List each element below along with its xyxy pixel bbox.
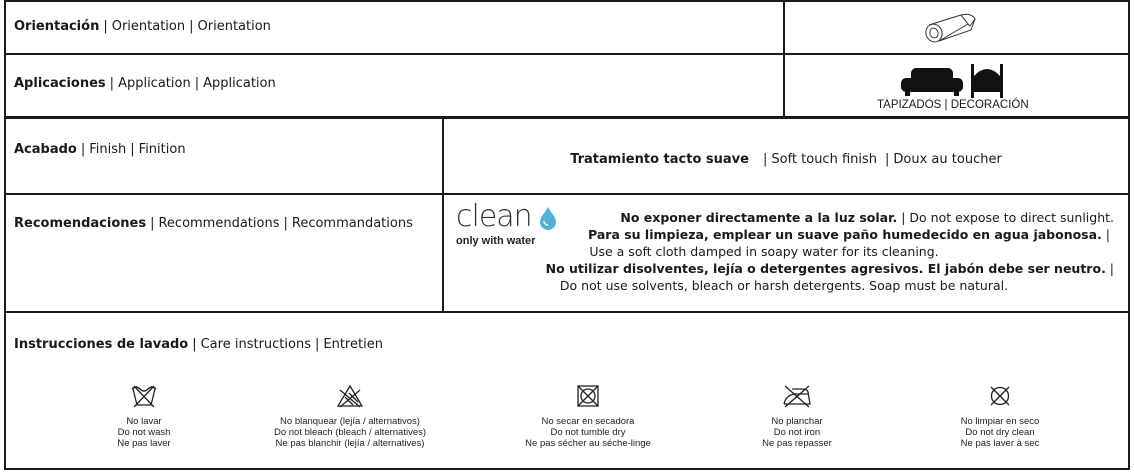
recommendations-label-fr: Recommandations [291, 216, 413, 231]
care-item-es: No lavar [126, 416, 162, 427]
care-item-es: No blanquear (lejía / alternativos) [280, 416, 420, 427]
orientation-label-fr: Orientation [197, 19, 271, 34]
care-item [508, 384, 668, 449]
rec-line-3-en: Do not use solvents, bleach or harsh detergents. Soap must be natural. [559, 278, 1009, 293]
applications-label-en: Application [118, 76, 191, 91]
care-label-es: Instrucciones de lavado [14, 337, 189, 352]
finish-label: Acabado | Finish | Finition [14, 142, 186, 157]
col-divider [783, 0, 785, 117]
no-dry-clean-icon [988, 384, 1012, 408]
applications-label-fr: Application [203, 76, 276, 91]
rec-line-3-es: No utilizar disolventes, lejía o detergentes agresivos. El jabón debe ser neutro. [545, 261, 1106, 276]
no-bleach-icon [336, 384, 364, 408]
finish-value: Tratamiento tacto suave | Soft touch finish | Doux au toucher [570, 152, 1002, 167]
care-item-en: Do not dry clean [965, 427, 1035, 438]
border-left [4, 0, 6, 470]
rec-line-1: No exponer directamente a la luz solar. | Do not expose to direct sunlight. [620, 210, 1114, 225]
care-item [84, 384, 204, 449]
finish-value-fr: Doux au toucher [893, 152, 1002, 167]
sofa-icon [901, 68, 963, 96]
applications-label: Aplicaciones | Application | Application [14, 76, 276, 91]
recommendations-label: Recomendaciones | Recommendations | Recommandations [14, 216, 413, 231]
care-label-en: Care instructions [200, 337, 311, 352]
care-item-en: Do not tumble dry [550, 427, 626, 438]
care-item-fr: Ne pas laver à sec [960, 438, 1040, 449]
recommendations-text [588, 209, 1114, 243]
finish-value-en: Soft touch finish [771, 152, 878, 167]
care-item-fr: Ne pas laver [117, 438, 171, 449]
care-item [250, 384, 450, 449]
rec-line-3: No utilizar disolventes, lejía o detergentes agresivos. El jabón debe ser neutro. | [545, 261, 1114, 276]
finish-label-fr: Finition [138, 142, 186, 157]
orientation-label-en: Orientation [111, 19, 186, 34]
care-item-fr: Ne pas blanchir (lejía / alternatives) [275, 438, 425, 449]
spec-sheet [4, 0, 1130, 470]
care-item-fr: Ne pas repasser [762, 438, 832, 449]
orientation-label: Orientación | Orientation | Orientation [14, 19, 271, 34]
care-item-es: No planchar [771, 416, 823, 427]
care-item-es: No secar en secadora [541, 416, 635, 427]
row-divider [4, 53, 1130, 55]
rec-line-2-en: Use a soft cloth damped in soapy water for its cleaning. [589, 244, 939, 259]
border-top [4, 0, 1130, 2]
no-iron-icon [782, 384, 812, 408]
recommendations-label-en: Recommendations [158, 216, 280, 231]
rec-line-1-en: Do not expose to direct sunlight. [909, 210, 1114, 225]
care-label: Instrucciones de lavado | Care instructions | Entretien [14, 337, 383, 352]
no-wash-icon [131, 384, 157, 408]
border-bottom [4, 468, 1130, 470]
care-label-fr: Entretien [323, 337, 383, 352]
rec-line-1-es: No exponer directamente a la luz solar. [620, 210, 898, 225]
row-divider [4, 193, 1130, 195]
applications-caption: TAPIZADOS | DECORACIÓN [877, 99, 1029, 111]
clean-logo-text: clean [456, 199, 532, 234]
water-drop-icon [538, 206, 558, 230]
applications-label-es: Aplicaciones [14, 76, 106, 91]
finish-value-es: Tratamiento tacto suave [570, 152, 749, 167]
headboard-icon [971, 64, 1003, 98]
care-item [737, 384, 857, 449]
orientation-label-es: Orientación [14, 19, 100, 34]
care-item-en: Do not bleach (bleach / alternatives) [273, 427, 427, 438]
no-tumble-dry-icon [576, 384, 600, 408]
finish-label-es: Acabado [14, 142, 77, 157]
rec-line-2-es: Para su limpieza, emplear un suave paño humedecido en agua jabonosa. [588, 227, 1102, 242]
care-item-en: Do not wash [117, 427, 171, 438]
border-right [1128, 0, 1130, 470]
clean-logo-subtitle: only with water [456, 235, 536, 247]
row-divider [4, 116, 1130, 119]
fabric-roll-icon [921, 10, 979, 46]
care-item [940, 384, 1060, 449]
recommendations-label-es: Recomendaciones [14, 216, 147, 231]
care-item-en: Do not iron [773, 427, 821, 438]
care-item-fr: Ne pas sécher au séche-linge [525, 438, 651, 449]
finish-label-en: Finish [89, 142, 127, 157]
rec-line-2: Para su limpieza, emplear un suave paño humedecido en agua jabonosa. | [588, 227, 1110, 242]
row-divider [4, 311, 1130, 313]
care-item-es: No limpiar en seco [960, 416, 1040, 427]
